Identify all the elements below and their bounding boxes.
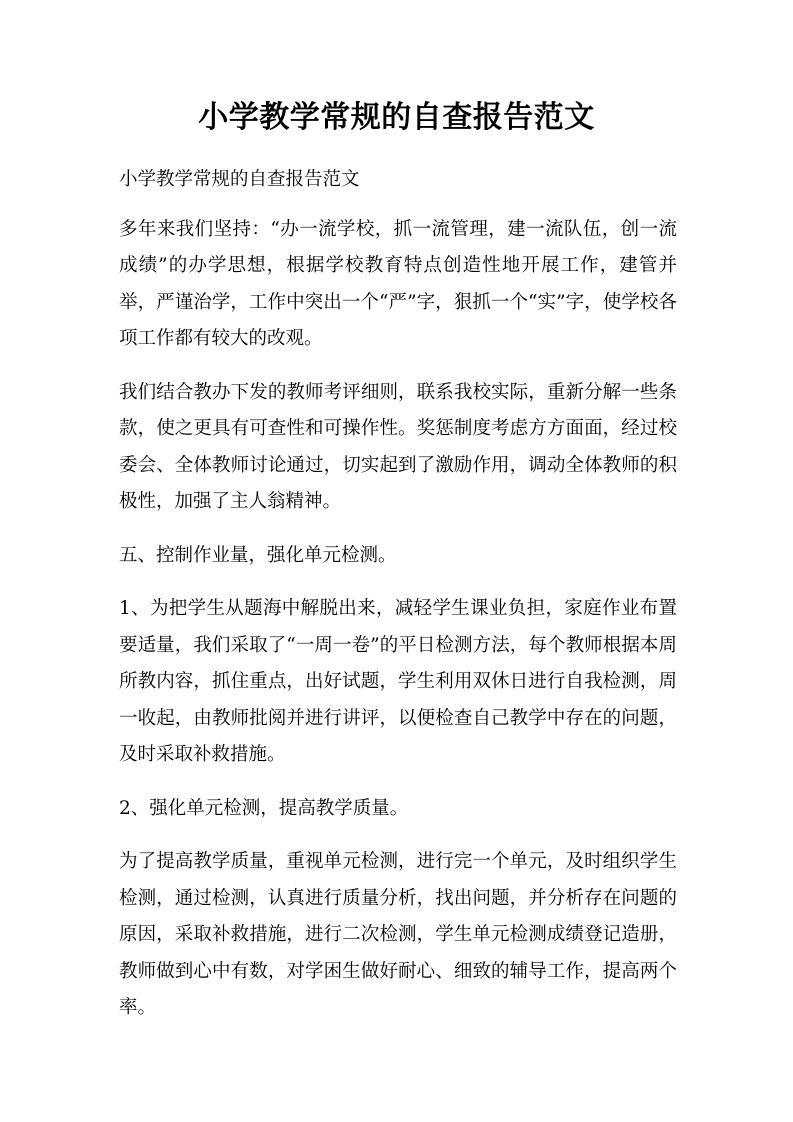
document-subtitle-paragraph: 小学教学常规的自查报告范文: [119, 169, 360, 190]
body-paragraph-item-2: 2、强化单元检测，提高教学质量。: [119, 797, 409, 819]
body-paragraph-item-1: 1、为把学生从题海中解脱出来，减轻学生课业负担，家庭作业布置要适量，我们采取了“一周一卷”的平日检测方法，每个教师根据本周所教内容，抓住重点，出好试题，学生利用双休日进行自我检测，周一收起，由教师批阅并进行讲评，以便检查自己教学中存在的问题，及时采取补救措施。: [119, 598, 677, 765]
document-title: 小学教学常规的自查报告范文: [198, 100, 595, 135]
section-heading-5: 五、控制作业量，强化单元检测。: [119, 544, 397, 566]
body-paragraph-3: 为了提高教学质量，重视单元检测，进行完一个单元，及时组织学生检测，通过检测，认真进行质量分析，找出问题，并分析存在问题的原因，采取补救措施，进行二次检测，学生单元检测成绩登记造册，教师做到心中有数，对学困生做好耐心、细致的辅导工作，提高两个率。: [119, 851, 677, 1018]
body-paragraph-1: 多年来我们坚持：“办一流学校，抓一流管理，建一流队伍，创一流成绩”的办学思想，根据学校教育特点创造性地开展工作，建管并举，严谨治学，工作中突出一个“严”字，狠抓一个“实”字，使学校各项工作都有较大的改观。: [119, 218, 677, 349]
body-paragraph-2: 我们结合教办下发的教师考评细则，联系我校实际，重新分解一些条款，使之更具有可查性和可操作性。奖惩制度考虑方方面面，经过校委会、全体教师讨论通过，切实起到了激励作用，调动全体教师的积极性，加强了主人翁精神。: [119, 381, 677, 512]
document-body: [119, 162, 677, 1044]
